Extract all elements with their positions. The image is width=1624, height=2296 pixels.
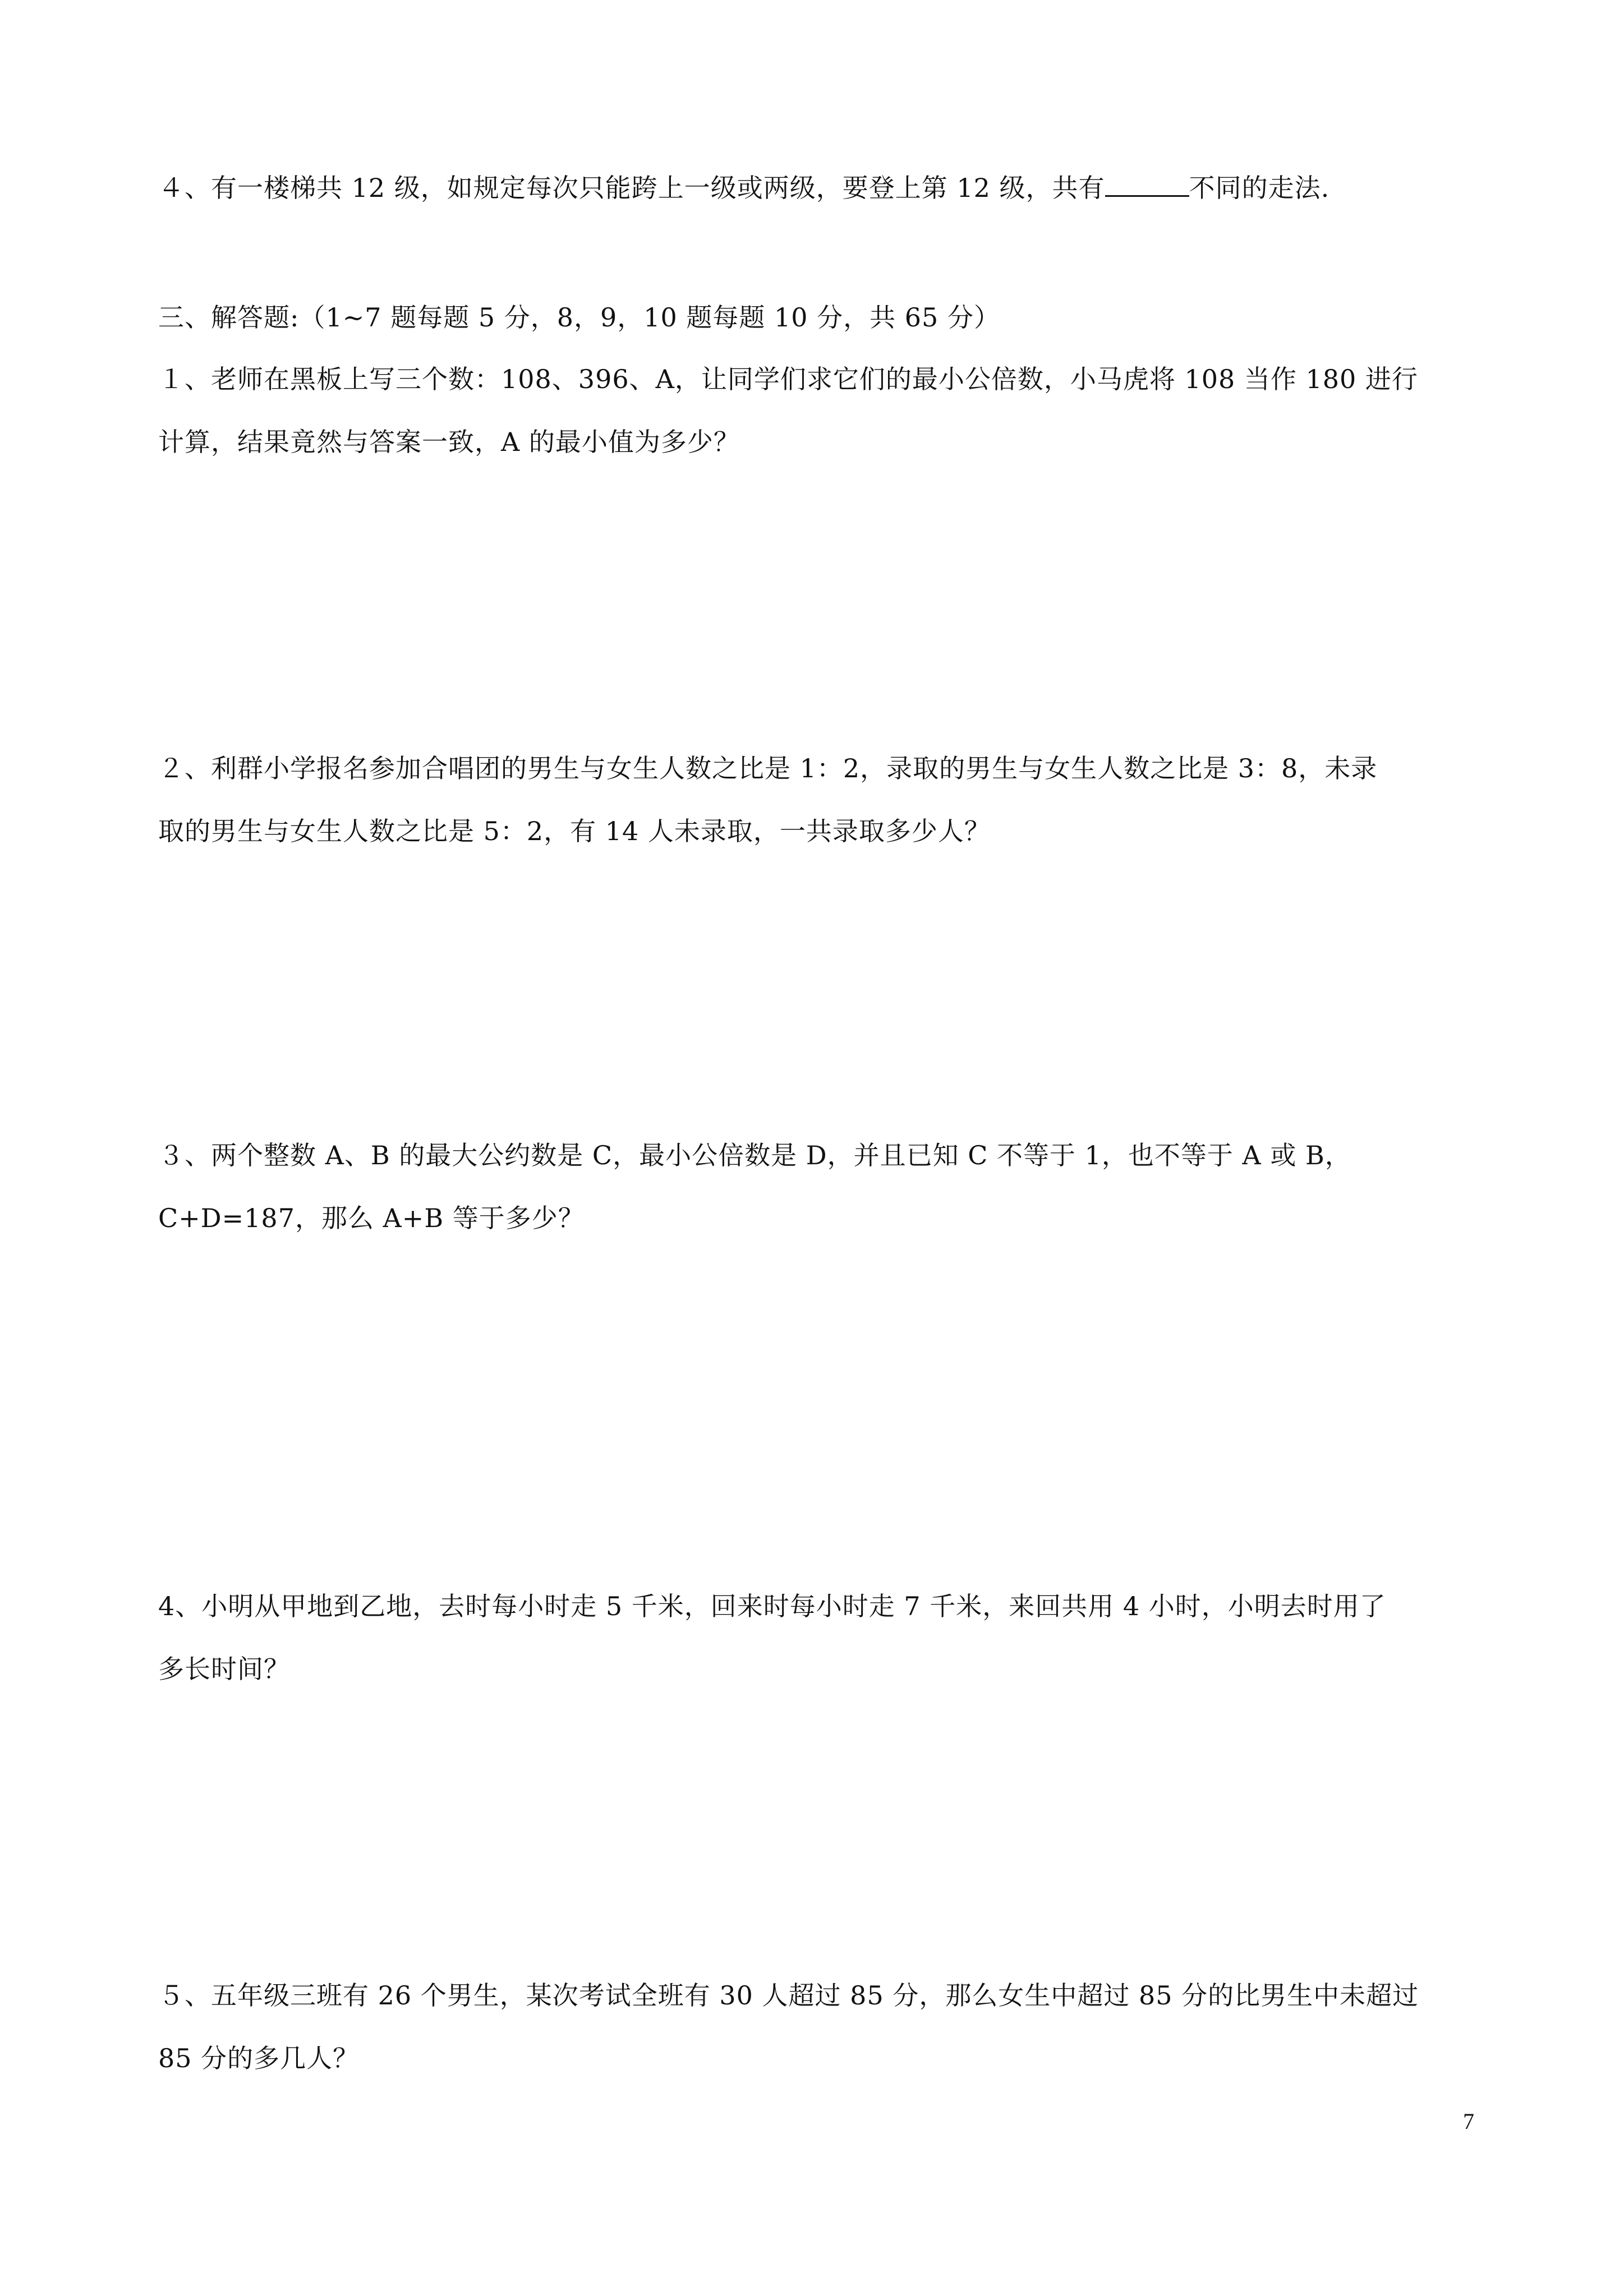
- answer-blank[interactable]: [1105, 170, 1189, 197]
- fill-question-text-after: 不同的走法.: [1189, 173, 1330, 203]
- question-4-line-2: 多长时间？: [158, 1654, 290, 1684]
- question-2-line-1: ２、利群小学报名参加合唱团的男生与女生人数之比是 1：2，录取的男生与女生人数之比是 3：8，未录: [158, 753, 1378, 783]
- question-1-line-2: 计算，结果竟然与答案一致，A 的最小值为多少？: [158, 427, 740, 457]
- question-1-line-1: １、老师在黑板上写三个数：108、396、A，让同学们求它们的最小公倍数，小马虎将 108 当作 180 进行: [158, 364, 1418, 394]
- question-3-line-2: C+D=187，那么 A+B 等于多少？: [158, 1203, 585, 1233]
- question-3-line-1: ３、两个整数 A、B 的最大公约数是 C，最小公倍数是 D，并且已知 C 不等于 1，也不等于 A 或 B，: [158, 1140, 1351, 1170]
- fill-question-text-before: ４、有一楼梯共 12 级，如规定每次只能跨上一级或两级，要登上第 12 级，共有: [158, 173, 1105, 203]
- page-number: 7: [1463, 2109, 1474, 2134]
- fill-in-question-4: [158, 170, 1329, 205]
- question-2-line-2: 取的男生与女生人数之比是 5：2，有 14 人未录取，一共录取多少人？: [158, 816, 991, 846]
- section-heading: 三、解答题:（1~7 题每题 5 分，8，9，10 题每题 10 分，共 65 分）: [158, 302, 1000, 333]
- question-5-line-2: 85 分的多几人？: [158, 2043, 360, 2073]
- question-5-line-1: ５、五年级三班有 26 个男生，某次考试全班有 30 人超过 85 分，那么女生中超过 85 分的比男生中未超过: [158, 1980, 1419, 2011]
- question-4-line-1: 4、小明从甲地到乙地，去时每小时走 5 千米，回来时每小时走 7 千米，来回共用 4 小时，小明去时用了: [158, 1591, 1386, 1621]
